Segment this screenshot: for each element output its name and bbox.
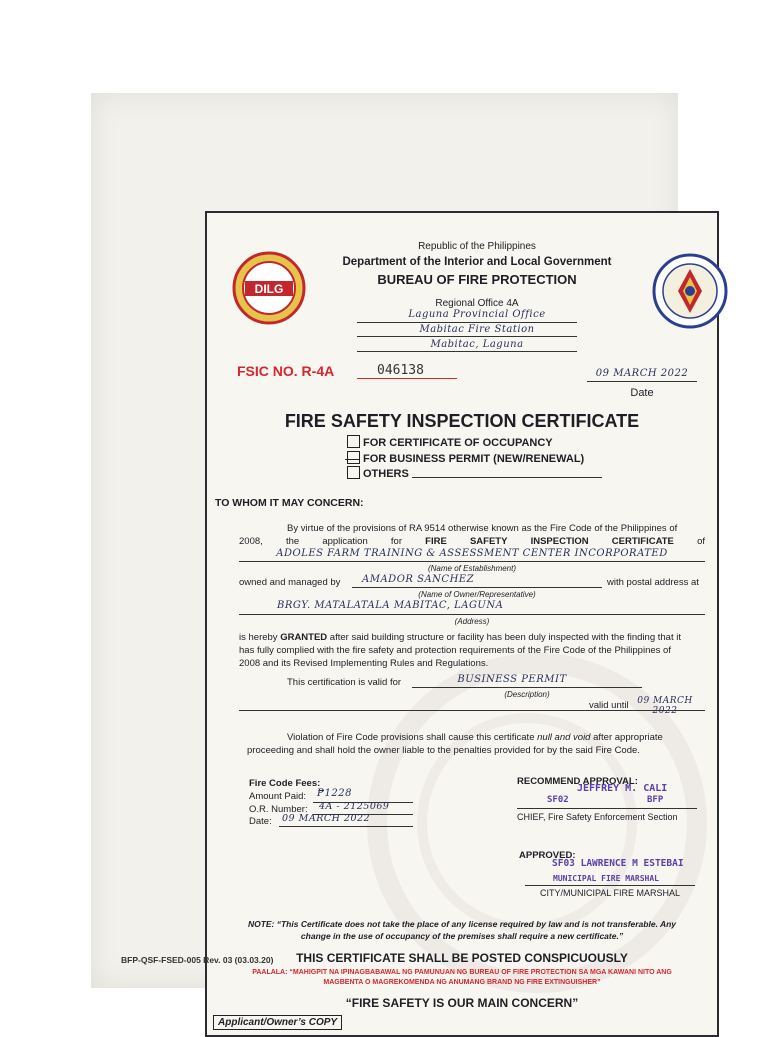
office-line-1: Laguna Provincial Office: [408, 309, 546, 320]
fsic-number: 046138: [357, 363, 457, 379]
establishment-value: ADOLES FARM TRAINING & ASSESSMENT CENTER INCORPORATED: [276, 548, 668, 559]
office-line-3: Mabitac, Laguna: [430, 339, 524, 350]
owner-caption: (Name of Owner/Representative): [418, 590, 536, 599]
amount-label: Amount Paid:: [249, 791, 307, 802]
department-line: Department of the Interior and Local Government: [342, 256, 612, 268]
checkbox-others[interactable]: [347, 466, 360, 479]
recommend-name: JEFFREY M. CALI: [577, 783, 668, 794]
approved-name: SF03 LAWRENCE M ESTEBAI: [552, 858, 684, 869]
checkbox-business-permit[interactable]: [347, 451, 360, 464]
address-value: BRGY. MATALATALA MABITAC, LAGUNA: [277, 600, 504, 611]
option-others[interactable]: OTHERS: [347, 466, 584, 482]
office-line-2: Mabitac Fire Station: [419, 324, 535, 335]
fee-date-label: Date:: [249, 816, 272, 827]
recommend-unit: BFP: [647, 795, 664, 805]
dilg-logo: [232, 251, 306, 325]
note: NOTE: “This Certificate does not take the place of any license required by law and is not transferable. Any change in the use of occupancy of the premises shall require a new certificate.”: [247, 919, 677, 941]
amount-value: ₱1228: [317, 788, 353, 799]
violation-paragraph: Violation of Fire Code provisions shall cause this certificate null and void after appropriate proceeding and shall hold the owner liable to the penalties provided for by the said Fire Code.: [247, 732, 663, 756]
granted-paragraph: is hereby GRANTED after said building structure or facility has been duly inspected with the finding that it has fully complied with the fire safety and protection requirements of the Fire Code of the Philippines of 2008 and its Revised Implementing Rules and Regulations.: [239, 632, 681, 669]
fees-heading: Fire Code Fees:: [249, 778, 321, 789]
valid-for-label: This certification is valid for: [287, 677, 402, 688]
recommend-rank: SF02: [547, 795, 569, 805]
recommend-label: RECOMMEND APPROVAL:: [517, 776, 638, 787]
salutation: TO WHOM IT MAY CONCERN:: [215, 497, 364, 509]
certificate: [205, 211, 719, 1037]
svg-text:DILG: DILG: [254, 282, 284, 296]
or-label: O.R. Number:: [249, 804, 308, 815]
certificate-title: FIRE SAFETY INSPECTION CERTIFICATE: [284, 411, 640, 431]
form-code: BFP-QSF-FSED-005 Rev. 03 (03.03.20): [121, 955, 274, 965]
para1-line1: By virtue of the provisions of RA 9514 otherwise known as the Fire Code of the Philippines of: [287, 523, 678, 534]
address-caption: (Address): [454, 617, 490, 626]
recommend-title: CHIEF, Fire Safety Enforcement Section: [517, 812, 678, 822]
fsic-date-label: Date: [630, 387, 654, 399]
bfp-logo: [652, 253, 728, 329]
establishment-caption: (Name of Establishment): [427, 564, 517, 573]
valid-until-value: 09 MARCH 2022: [637, 696, 693, 716]
owner-value: AMADOR SANCHEZ: [362, 574, 475, 585]
approved-label: APPROVED:: [519, 850, 576, 861]
fsic-date-value: 09 MARCH 2022: [595, 368, 689, 379]
postal-label: with postal address at: [607, 577, 699, 588]
approved-sub: MUNICIPAL FIRE MARSHAL: [553, 874, 659, 883]
owned-label: owned and managed by: [239, 577, 341, 588]
paalala: PAALALA: “MAHIGPIT NA IPINAGBABAWAL NG PAMUNUAN NG BUREAU OF FIRE PROTECTION SA MGA KAWANI NITO ANG MAGBENTA O MAGREKOMENDA NG ANUMANG BRAND NG FIRE EXTINGUISHER”: [252, 969, 672, 986]
fsic-label: FSIC NO. R-4A: [237, 363, 335, 379]
fee-date-value: 09 MARCH 2022: [282, 813, 371, 824]
or-value: 4A - 2125069: [319, 801, 390, 812]
posted-notice: THIS CERTIFICATE SHALL BE POSTED CONSPICUOUSLY: [296, 951, 628, 965]
bureau-line: BUREAU OF FIRE PROTECTION: [377, 272, 577, 287]
copy-label: Applicant/Owner’s COPY: [213, 1015, 342, 1030]
regional-office: Regional Office 4A: [435, 298, 519, 309]
permit-options: [347, 435, 584, 482]
para1-line2: 2008, the application for FIRE SAFETY INSPECTION CERTIFICATE of: [239, 536, 705, 547]
valid-for-value: BUSINESS PERMIT: [457, 674, 567, 685]
document-photo: [91, 93, 705, 1028]
motto: “FIRE SAFETY IS OUR MAIN CONCERN”: [345, 996, 579, 1010]
description-caption: (Description): [504, 690, 550, 699]
checkbox-occupancy[interactable]: [347, 435, 360, 448]
option-business-permit[interactable]: FOR BUSINESS PERMIT (NEW/RENEWAL): [347, 451, 584, 467]
valid-until-label: valid until: [589, 700, 629, 711]
republic-line: Republic of the Philippines: [418, 241, 536, 252]
option-occupancy[interactable]: FOR CERTIFICATE OF OCCUPANCY: [347, 435, 584, 451]
approved-title: CITY/MUNICIPAL FIRE MARSHAL: [539, 888, 681, 898]
